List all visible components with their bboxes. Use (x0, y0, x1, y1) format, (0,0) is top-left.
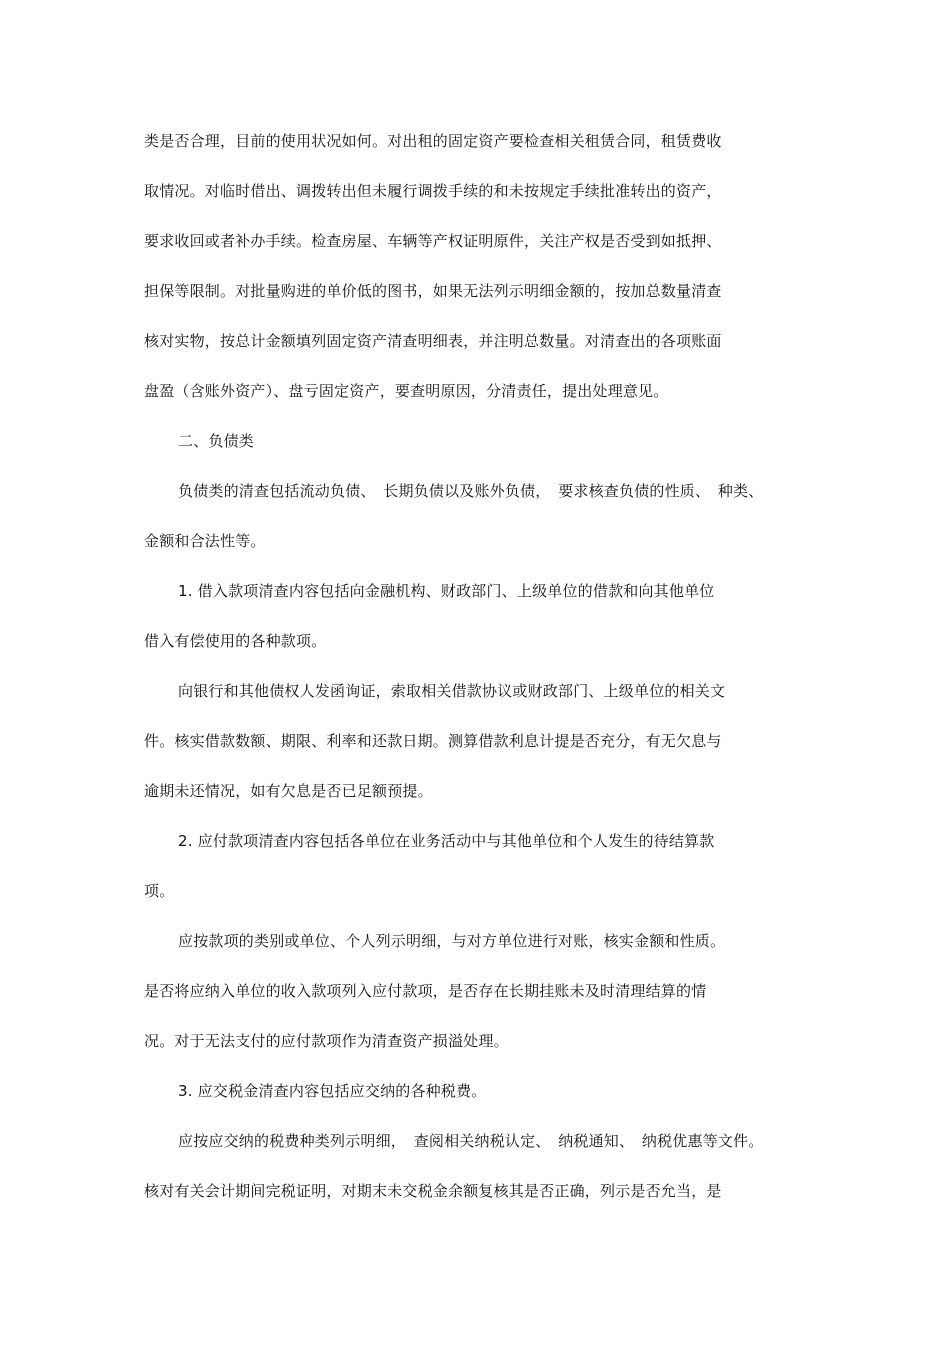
paragraph-line: 类是否合理，目前的使用状况如何。对出租的固定资产要检查相关租赁合同，租赁费收 (144, 132, 722, 150)
paragraph-line: 担保等限制。对批量购进的单价低的图书，如果无法列示明细金额的，按加总数量清查 (144, 282, 722, 300)
paragraph-line: 逾期未还情况，如有欠息是否已足额预提。 (144, 782, 433, 800)
paragraph-line: 核对实物，按总计金额填列固定资产清查明细表，并注明总数量。对清查出的各项账面 (144, 332, 722, 350)
paragraph-line: 负债类的清查包括流动负债、 长期负债以及账外负债， 要求核查负债的性质、 种类、 (178, 482, 764, 500)
paragraph-line: 核对有关会计期间完税证明，对期末未交税金余额复核其是否正确，列示是否允当，是 (144, 1182, 722, 1200)
paragraph-line: 况。对于无法支付的应付款项作为清查资产损溢处理。 (144, 1032, 509, 1050)
paragraph-line: 项。 (144, 882, 175, 900)
paragraph-line: 金额和合法性等。 (144, 532, 266, 550)
paragraph-line: 是否将应纳入单位的收入款项列入应付款项，是否存在长期挂账未及时清理结算的情 (144, 982, 707, 1000)
section-heading: 二、负债类 (178, 432, 255, 450)
numbered-item: 3. 应交税金清查内容包括应交纳的各种税费。 (178, 1082, 487, 1100)
paragraph-line: 要求收回或者补办手续。检查房屋、车辆等产权证明原件，关注产权是否受到如抵押、 (144, 232, 722, 250)
numbered-item: 2. 应付款项清查内容包括各单位在业务活动中与其他单位和个人发生的待结算款 (178, 832, 715, 850)
paragraph-line: 盘盈（含账外资产）、盘亏固定资产，要查明原因，分清责任，提出处理意见。 (144, 382, 669, 400)
paragraph-line: 取情况。对临时借出、调拨转出但未履行调拨手续的和未按规定手续批准转出的资产， (144, 182, 722, 200)
paragraph-line: 应按应交纳的税费种类列示明细， 查阅相关纳税认定、 纳税通知、 纳税优惠等文件。 (178, 1132, 764, 1150)
numbered-item: 1. 借入款项清查内容包括向金融机构、财政部门、上级单位的借款和向其他单位 (178, 582, 715, 600)
paragraph-line: 向银行和其他债权人发函询证，索取相关借款协议或财政部门、上级单位的相关文 (178, 682, 726, 700)
paragraph-line: 应按款项的类别或单位、个人列示明细，与对方单位进行对账，核实金额和性质。 (178, 932, 726, 950)
paragraph-line: 借入有偿使用的各种款项。 (144, 632, 327, 650)
paragraph-line: 件。核实借款数额、期限、利率和还款日期。测算借款利息计提是否充分，有无欠息与 (144, 732, 722, 750)
